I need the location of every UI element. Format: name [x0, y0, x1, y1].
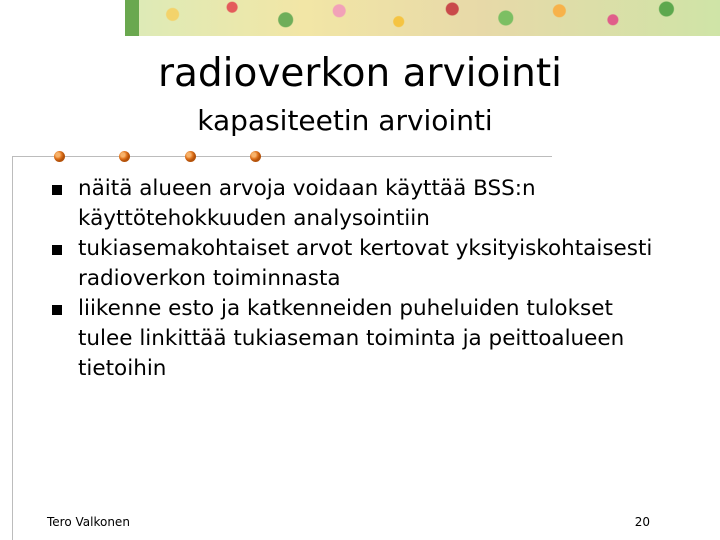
slide-title: radioverkon arviointi — [157, 51, 563, 96]
floral-banner-image — [125, 0, 720, 36]
bullet-list — [46, 174, 666, 384]
bullet-item — [46, 234, 666, 294]
vertical-rule — [12, 157, 13, 540]
footer-author: Tero Valkonen — [47, 515, 130, 529]
rule-dot-icon — [54, 151, 65, 162]
bullet-text: näitä alueen arvoja voidaan käyttää BSS:n käyttötehokkuuden analysointiin — [78, 176, 536, 231]
page-number: 20 — [634, 515, 650, 529]
banner-edge — [125, 0, 139, 36]
square-bullet-icon — [52, 305, 62, 315]
rule-dot-icon — [250, 151, 261, 162]
bullet-text: liikenne esto ja katkenneiden puheluiden tulokset tulee linkittää tukiaseman toiminta ja peittoalueen tietoihin — [78, 296, 625, 381]
bullet-item — [46, 174, 666, 234]
bullet-text: tukiasemakohtaiset arvot kertovat yksityiskohtaisesti radioverkon toiminnasta — [78, 236, 653, 291]
rule-dot-icon — [185, 151, 196, 162]
slide-subtitle: kapasiteetin arviointi — [197, 104, 493, 137]
rule-dot-icon — [119, 151, 130, 162]
square-bullet-icon — [52, 245, 62, 255]
square-bullet-icon — [52, 185, 62, 195]
bullet-item — [46, 294, 666, 384]
horizontal-rule — [12, 156, 552, 157]
